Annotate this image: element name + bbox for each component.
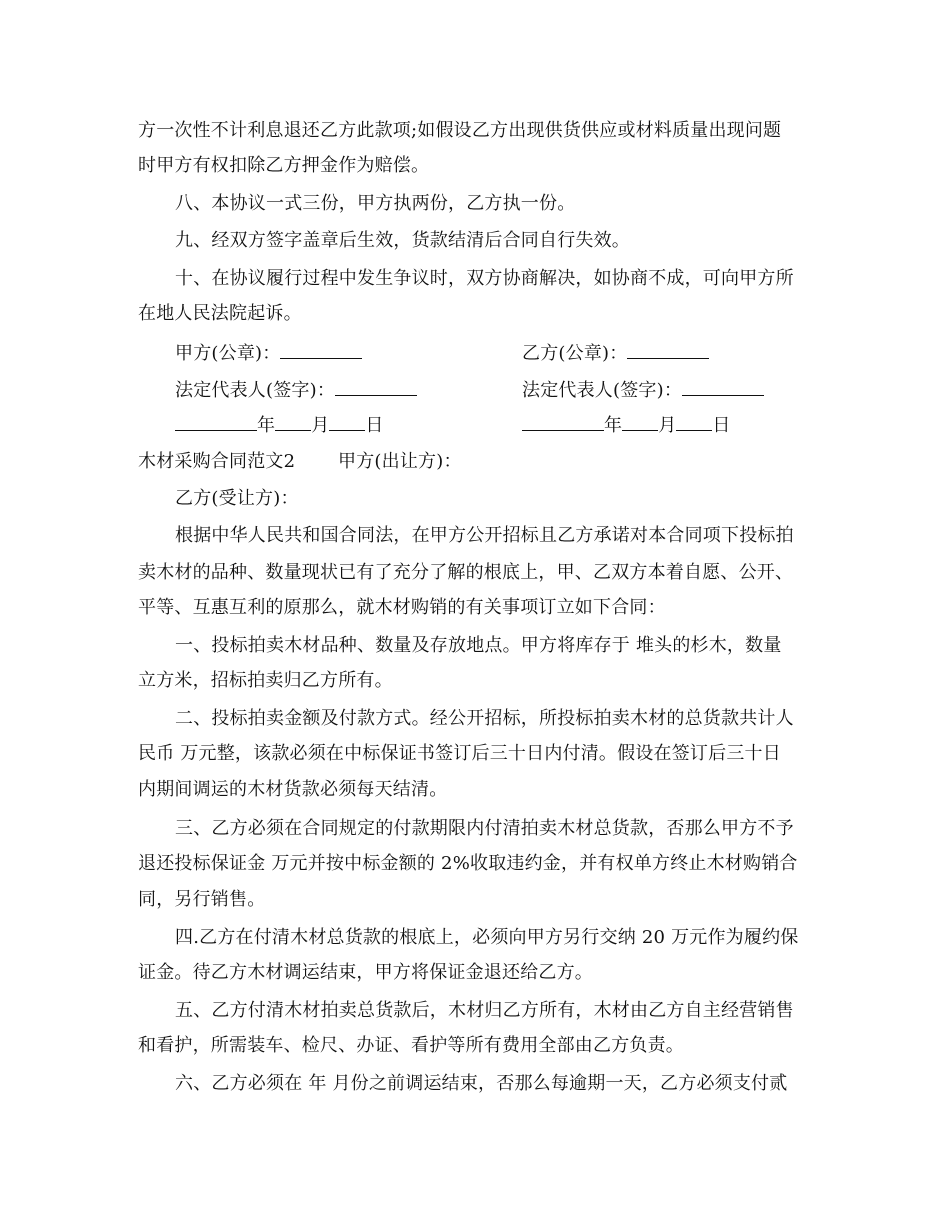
party-a-seal-row xyxy=(175,340,362,366)
clause-2-line: 内期间调运的木材货款必须每天结清。 xyxy=(138,779,448,800)
party-b-date-row xyxy=(522,412,731,438)
intro-line: 根据中华人民共和国合同法，在甲方公开招标且乙方承诺对本合同项下投标拍 xyxy=(175,525,794,546)
year-blank xyxy=(175,412,257,431)
paragraph-line: 时甲方有权扣除乙方押金作为赔偿。 xyxy=(138,155,430,176)
clause-3-line: 退还投标保证金 万元并按中标金额的 2%收取违约金，并有权单方终止木材购销合 xyxy=(138,853,798,874)
day-label: 日 xyxy=(712,415,731,436)
clause-10-line: 在地人民法院起诉。 xyxy=(138,303,302,324)
clause-2-line: 二、投标拍卖金额及付款方式。经公开招标，所投标拍卖木材的总货款共计人 xyxy=(175,708,794,729)
clause-2-line: 民币 万元整，该款必须在中标保证书签订后三十日内付清。假设在签订后三十日 xyxy=(138,743,781,764)
party-a-rep-label: 法定代表人(签字)： xyxy=(175,380,336,401)
party-a-date-row xyxy=(175,412,384,438)
intro-line: 卖木材的品种、数量现状已有了充分了解的根底上，甲、乙双方本着自愿、公开、 xyxy=(138,562,794,583)
party-a-name: 甲方(出让方)： xyxy=(338,451,462,472)
clause-1-line: 立方米，招标拍卖归乙方所有。 xyxy=(138,670,393,691)
clause-3-line: 三、乙方必须在合同规定的付款期限内付清拍卖木材总货款，否那么甲方不予 xyxy=(175,818,794,839)
year-blank xyxy=(522,412,604,431)
party-a-rep-blank xyxy=(335,377,417,396)
paragraph-line: 方一次性不计利息退还乙方此款项;如假设乙方出现供货供应或材料质量出现问题 xyxy=(138,120,782,141)
party-b-seal-label: 乙方(公章)： xyxy=(522,343,628,364)
intro-line: 平等、互惠互利的原那么，就木材购销的有关事项订立如下合同： xyxy=(138,597,666,618)
month-label: 月 xyxy=(658,415,677,436)
party-b-rep-label: 法定代表人(签字)： xyxy=(522,380,683,401)
party-b-rep-row xyxy=(522,377,764,403)
clause-6-line: 六、乙方必须在 年 月份之前调运结束，否那么每逾期一天，乙方必须支付贰 xyxy=(175,1073,788,1094)
clause-10-line: 十、在协议履行过程中发生争议时，双方协商解决，如协商不成，可向甲方所 xyxy=(175,268,794,289)
party-b-rep-blank xyxy=(682,377,764,396)
month-blank xyxy=(275,412,311,431)
year-label: 年 xyxy=(257,415,276,436)
party-b-name: 乙方(受让方)： xyxy=(175,488,299,509)
month-blank xyxy=(622,412,658,431)
clause-4-line: 四.乙方在付清木材总货款的根底上，必须向甲方另行交纳 20 万元作为履约保 xyxy=(175,927,799,948)
clause-5-line: 五、乙方付清木材拍卖总货款后，木材归乙方所有，木材由乙方自主经营销售 xyxy=(175,1000,794,1021)
clause-4-line: 证金。待乙方木材调运结束，甲方将保证金退还给乙方。 xyxy=(138,962,593,983)
day-blank xyxy=(329,412,365,431)
clause-1-line: 一、投标拍卖木材品种、数量及存放地点。甲方将库存于 堆头的杉木，数量 xyxy=(175,635,782,656)
party-b-seal-blank xyxy=(627,340,709,359)
party-a-rep-row xyxy=(175,377,417,403)
party-b-seal-row xyxy=(522,340,709,366)
clause-8: 八、本协议一式三份，甲方执两份，乙方执一份。 xyxy=(175,193,576,214)
clause-3-line: 同，另行销售。 xyxy=(138,889,266,910)
year-label: 年 xyxy=(604,415,623,436)
clause-5-line: 和看护，所需装车、检尺、办证、看护等所有费用全部由乙方负责。 xyxy=(138,1035,684,1056)
party-a-seal-blank xyxy=(280,340,362,359)
day-label: 日 xyxy=(365,415,384,436)
sample-heading: 木材采购合同范文2 xyxy=(138,451,296,472)
party-a-seal-label: 甲方(公章)： xyxy=(175,343,281,364)
day-blank xyxy=(676,412,712,431)
clause-9: 九、经双方签字盖章后生效，货款结清后合同自行失效。 xyxy=(175,230,630,251)
month-label: 月 xyxy=(311,415,330,436)
